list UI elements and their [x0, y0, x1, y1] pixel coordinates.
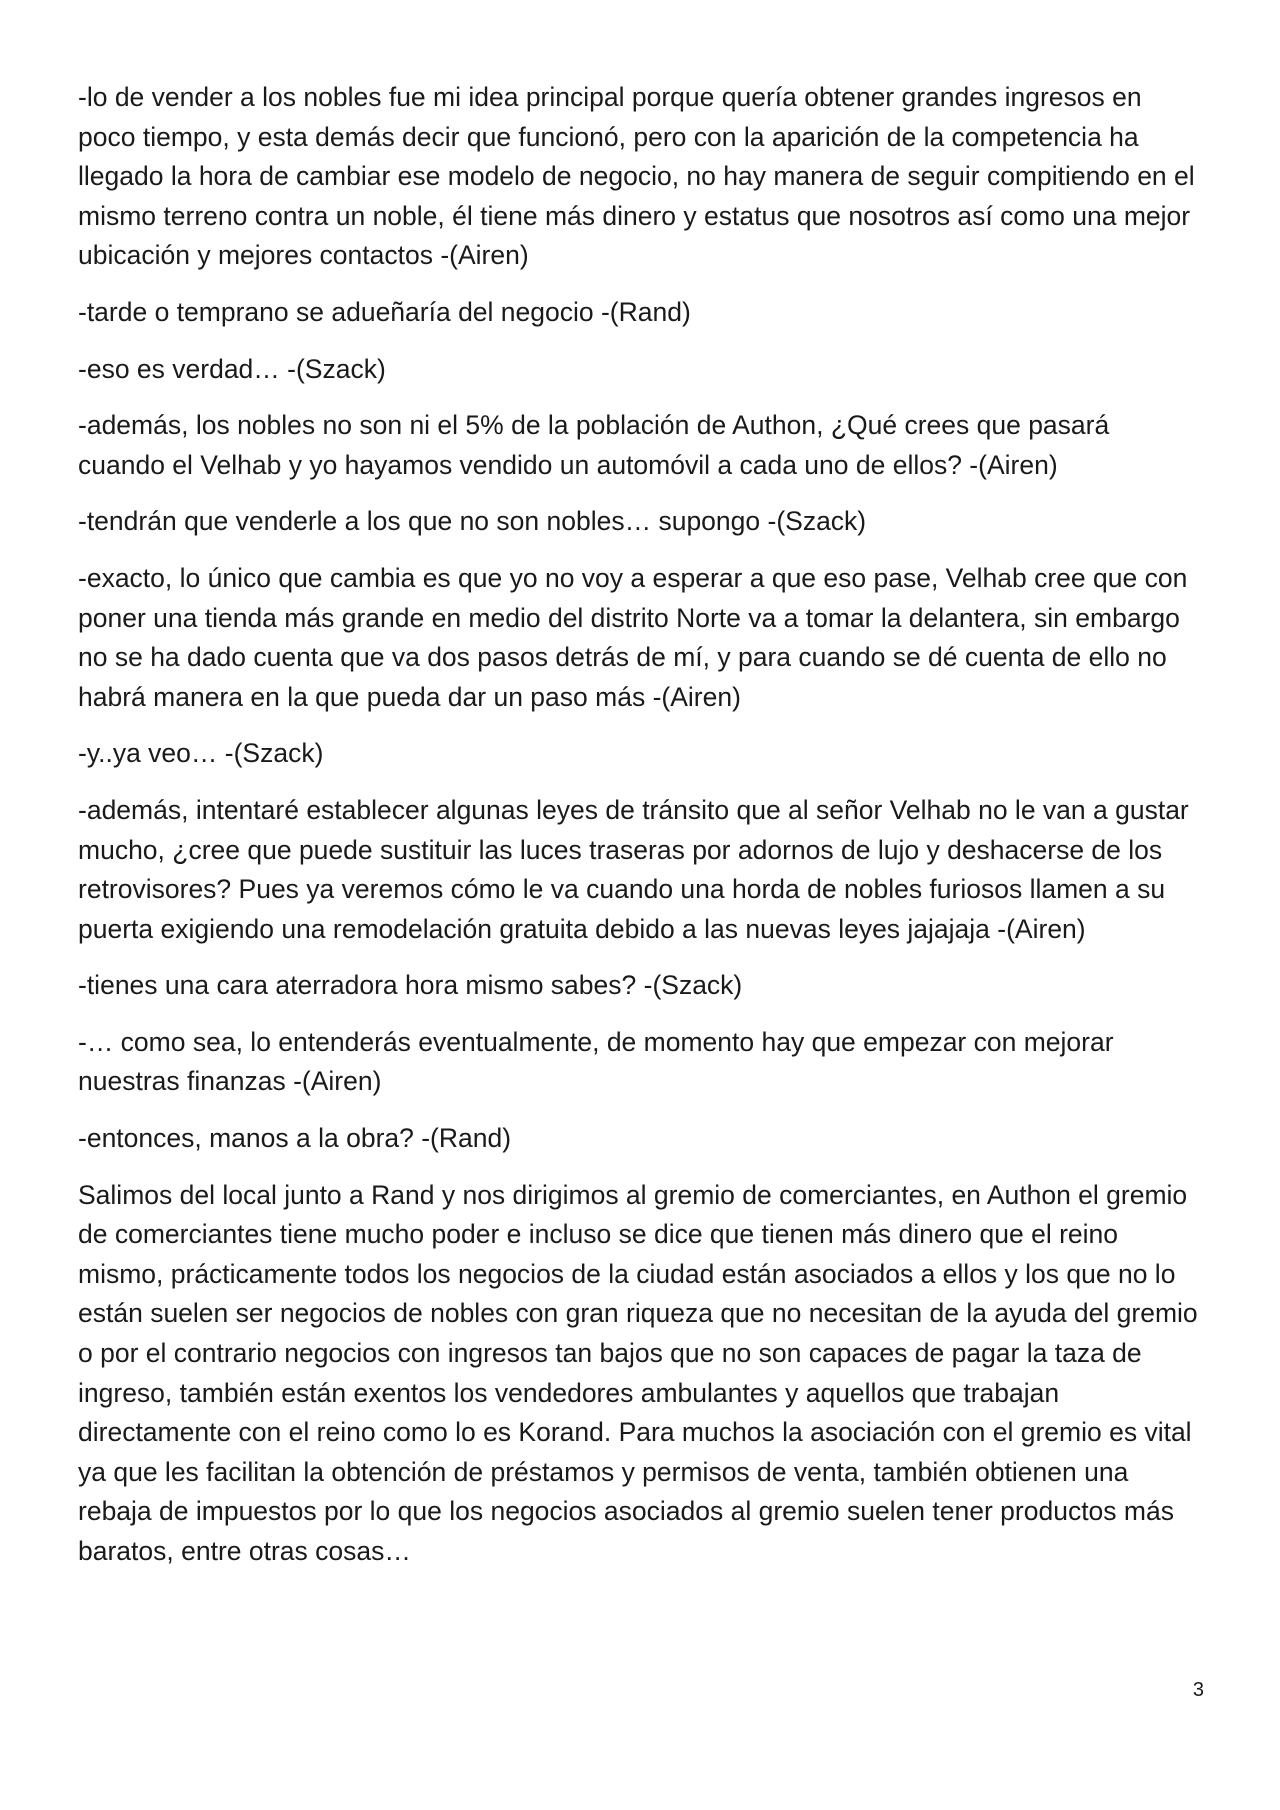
paragraph: -además, los nobles no son ni el 5% de la población de Authon, ¿Qué crees que pasará cuando el Velhab y yo hayamos vendido un automóvil a cada uno de ellos? -(Airen): [78, 410, 1110, 480]
paragraph: -además, intentaré establecer algunas leyes de tránsito que al señor Velhab no le van a gustar mucho, ¿cree que puede sustituir las luces traseras por adornos de lujo y deshacerse de los retrovisores? Pues ya veremos cómo le va cuando una horda de nobles furiosos llamen a su puerta exigiendo una remodelación gratuita debido a las nuevas leyes jajajaja -(Airen): [78, 794, 1189, 944]
page-number: 3: [1192, 1679, 1204, 1701]
document-body: [78, 78, 1202, 1589]
paragraph: -exacto, lo único que cambia es que yo no voy a esperar a que eso pase, Velhab cree que con poner una tienda más grande en medio del distrito Norte va a tomar la delantera, sin embargo no se ha dado cuenta que va dos pasos detrás de mí, y para cuando se dé cuenta de ello no habrá manera en la que pueda dar un paso más -(Airen): [78, 562, 1188, 712]
paragraph: -tarde o temprano se adueñaría del negocio -(Rand): [78, 296, 691, 327]
paragraph: -y..ya veo… -(Szack): [78, 738, 324, 769]
paragraph: -tienes una cara aterradora hora mismo sabes? -(Szack): [78, 970, 743, 1001]
paragraph: -tendrán que venderle a los que no son nobles… supongo -(Szack): [78, 506, 867, 537]
paragraph: Salimos del local junto a Rand y nos dirigimos al gremio de comerciantes, en Authon el gremio de comerciantes tiene mucho poder e incluso se dice que tienen más dinero que el reino mismo, prácticamente todos los negocios de la ciudad están asociados a ellos y los que no lo están suelen ser negocios de nobles con gran riqueza que no necesitan de la ayuda del gremio o por el contrario negocios con ingresos tan bajos que no son capaces de pagar la taza de ingreso, también están exentos los vendedores ambulantes y aquellos que trabajan directamente con el reino como lo es Korand. Para muchos la asociación con el gremio es vital ya que les facilitan la obtención de préstamos y permisos de venta, también obtienen una rebaja de impuestos por lo que los negocios asociados al gremio suelen tener productos más baratos, entre otras cosas…: [78, 1179, 1198, 1566]
paragraph: -… como sea, lo entenderás eventualmente, de momento hay que empezar con mejorar nuestras finanzas -(Airen): [78, 1026, 1114, 1097]
paragraph: -entonces, manos a la obra? -(Rand): [78, 1123, 512, 1154]
paragraph: -eso es verdad… -(Szack): [78, 353, 386, 384]
paragraph: -lo de vender a los nobles fue mi idea principal porque quería obtener grandes ingresos en poco tiempo, y esta demás decir que funcionó, pero con la aparición de la competencia ha llegado la hora de cambiar ese modelo de negocio, no hay manera de seguir compitiendo en el mismo terreno contra un noble, él tiene más dinero y estatus que nosotros así como una mejor ubicación y mejores contactos -(Airen): [78, 82, 1195, 271]
